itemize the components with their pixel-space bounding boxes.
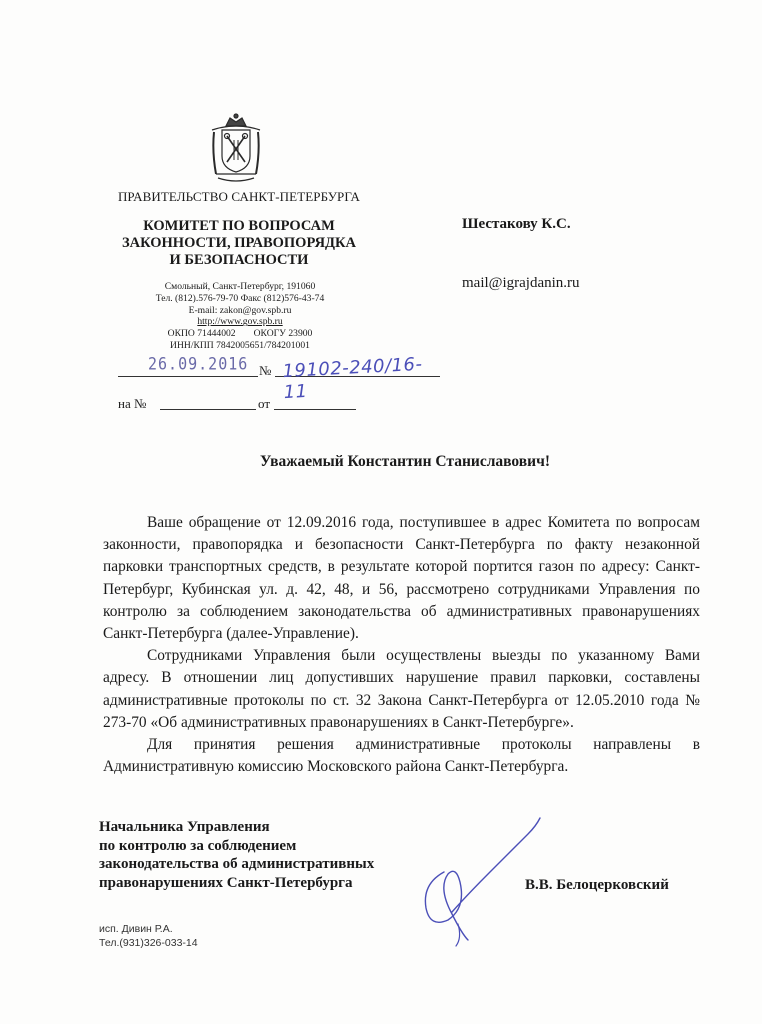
government-name: ПРАВИТЕЛЬСТВО САНКТ-ПЕТЕРБУРГА (117, 189, 361, 204)
coat-of-arms-icon (208, 112, 264, 186)
committee-name (108, 218, 370, 269)
recipient-email: mail@igrajdanin.ru (462, 275, 580, 291)
phone-fax: Тел. (812).576-79-70 Факс (812)576-43-74 (155, 292, 325, 304)
date-underline (118, 376, 258, 377)
registration-date-stamp: 26.09.2016 (148, 354, 249, 374)
okpo: ОКПО 71444002 (167, 328, 236, 340)
signatory-title (99, 818, 374, 892)
committee-line: ЗАКОННОСТИ, ПРАВОПОРЯДКА (121, 235, 357, 251)
okpo-okogu (118, 328, 362, 340)
inn-kpp: ИНН/КПП 7842005651/784201001 (170, 339, 310, 351)
signer-name: В.В. Белоцерковский (525, 877, 669, 893)
committee-line: И БЕЗОПАСНОСТИ (169, 252, 309, 268)
reference-line (118, 396, 358, 412)
committee-email: E-mail: zakon@gov.spb.ru (188, 304, 292, 316)
signatory-title-line: законодательства об административных (99, 856, 375, 872)
signatory-title-line: Начальника Управления (99, 819, 270, 835)
ref-blank (160, 409, 256, 410)
executor-name: исп. Дивин Р.А. (99, 923, 173, 935)
letter-body (103, 512, 700, 778)
committee-contacts (118, 281, 362, 352)
ref-label: на № (118, 396, 147, 411)
body-paragraph: Сотрудниками Управления были осуществлены выезды по указанному Вами адресу. В отношении лиц допустивших нарушение правил парковки, составлены административные протоколы по ст. 32 Закона Санкт-Петербурга от 12.05.2010 года № 273-70 «Об административных правонарушениях в Санкт-Петербурге». (103, 647, 700, 731)
signatory-title-line: по контролю за соблюдением (99, 837, 297, 854)
body-paragraph: Ваше обращение от 12.09.2016 года, поступившее в адрес Комитета по вопросам законности, правопорядка и безопасности Санкт-Петербурга по факту незаконной парковки транспортных средств, в результате которой портится газон по адресу: Санкт-Петербург, Кубинская ул. д. 42, 48, и 56, рассмотрено сотрудниками Управления по контролю за соблюдением законодательства об административных правонарушениях Санкт-Петербурга (далее-Управление). (103, 514, 700, 643)
committee-line: КОМИТЕТ ПО ВОПРОСАМ (143, 218, 335, 234)
body-paragraph: Для принятия решения административные протоколы направлены в Административную комиссию Московского района Санкт-Петербурга. (103, 736, 700, 776)
salutation: Уважаемый Константин Станиславович! (260, 453, 550, 470)
address: Смольный, Санкт-Петербург, 191060 (164, 281, 316, 292)
okogu: ОКОГУ 23900 (253, 328, 313, 340)
handwritten-registration-number: 19102-240/16-11 (282, 353, 423, 404)
website-link[interactable]: http://www.gov.spb.ru (197, 316, 283, 328)
executor-phone: Тел.(931)326-033-14 (99, 937, 198, 949)
executor-info (99, 922, 198, 950)
from-blank (274, 409, 356, 410)
number-label: № (259, 363, 272, 378)
signatory-title-line: правонарушениях Санкт-Петербурга (99, 874, 353, 891)
recipient-name: Шестакову К.С. (462, 216, 571, 232)
from-label: от (258, 396, 271, 411)
